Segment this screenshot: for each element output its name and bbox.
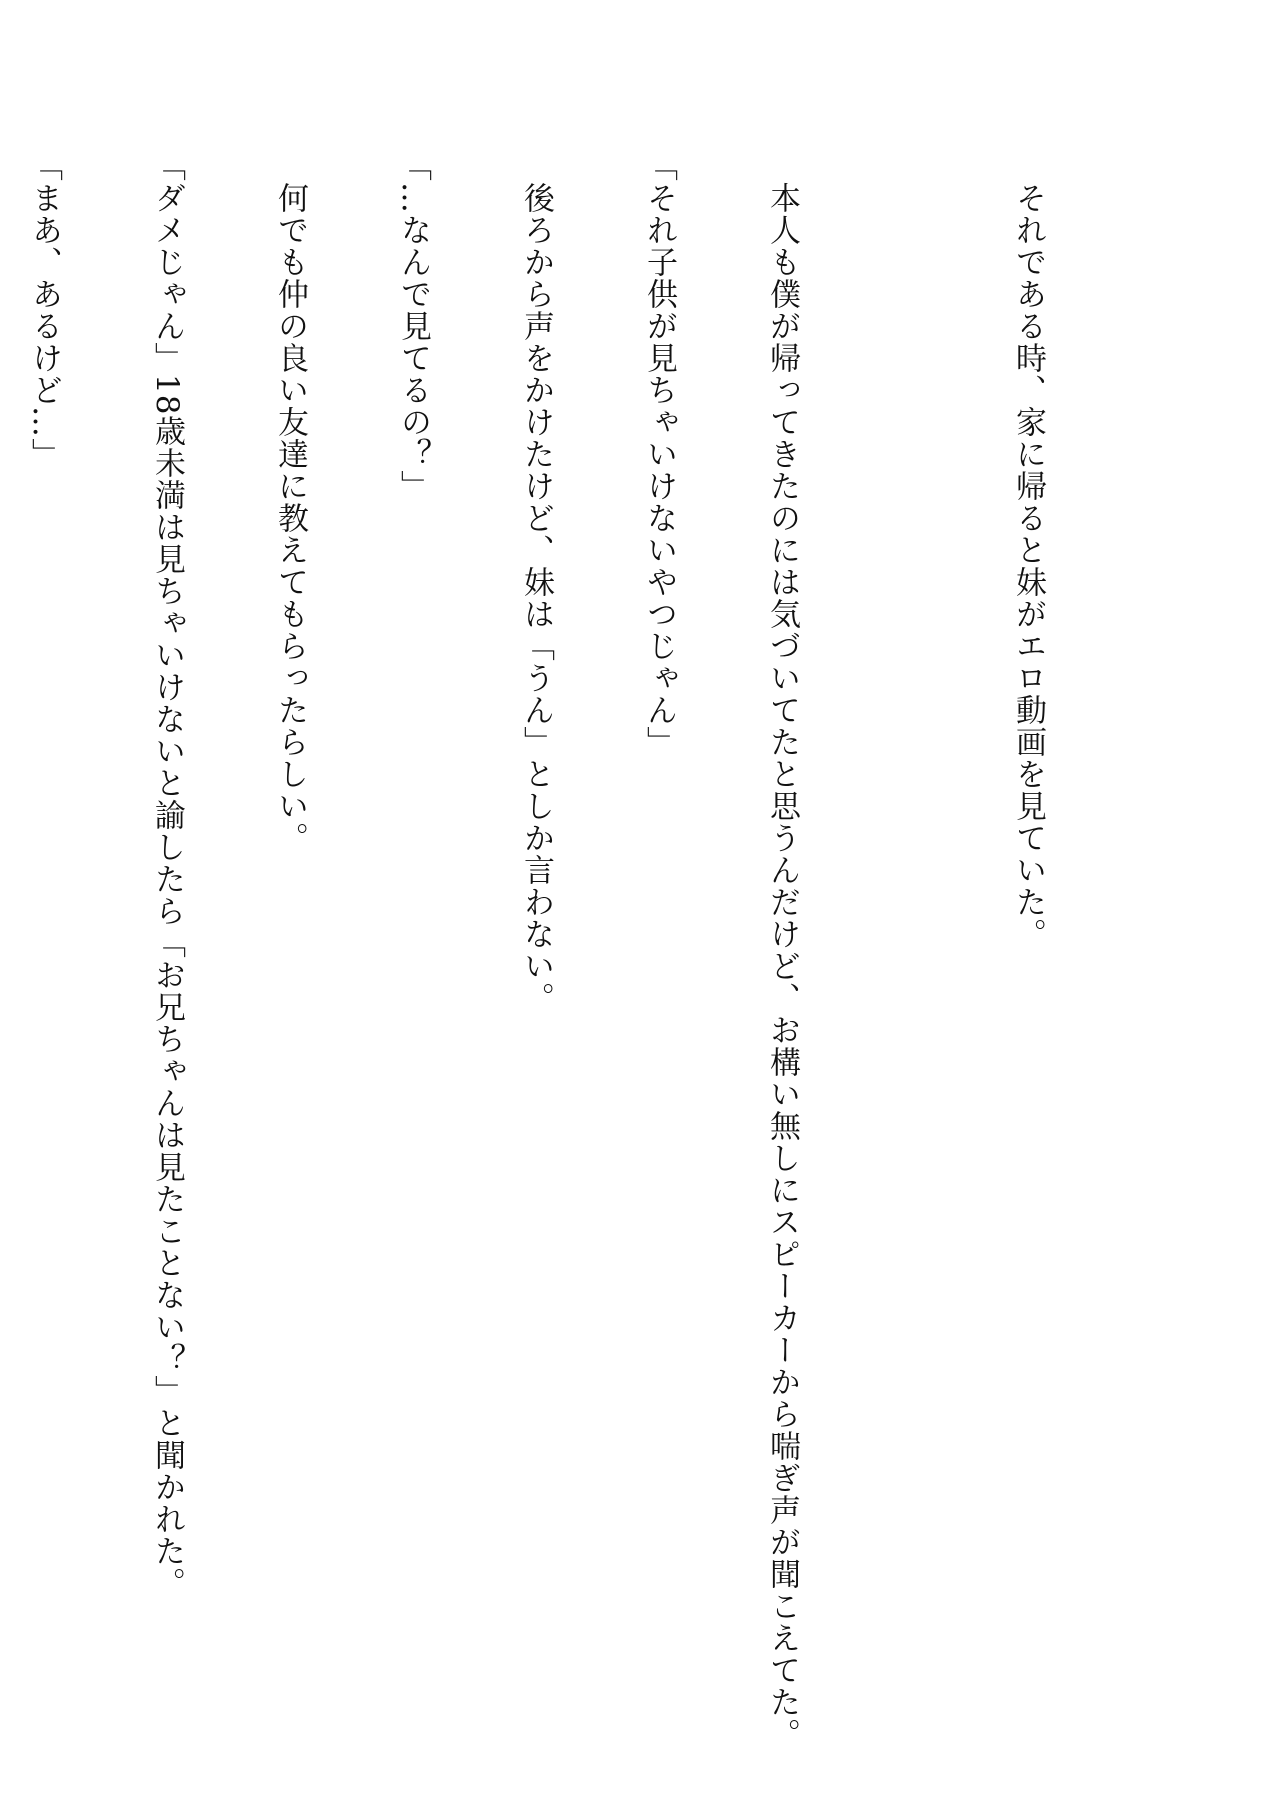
- text-line: それである時、家に帰ると妹がエロ動画を見ていた。: [1010, 150, 1046, 950]
- paragraph-gap: [884, 150, 925, 1710]
- text-line: 「まあ、あるけど…」: [26, 150, 62, 470]
- text-line: 後ろから声をかけたけど、妹は「うん」としか言わない。: [518, 150, 554, 1014]
- text-line: 「…なんで見てるの？」: [395, 150, 431, 502]
- text-line: 何でも仲の良い友達に教えてもらったらしい。: [272, 150, 308, 854]
- text-line: 「ダメじゃん」18歳未満は見ちゃいけないと諭したら「お兄ちゃんは見たことない？」と聞かれた。: [149, 150, 185, 1600]
- text-line: 本人も僕が帰ってきたのには気づいてたと思うんだけど、お構い無しにスピーカーから喘ぎ声が聞こえてた。: [764, 150, 800, 1750]
- text-line: 「それ子供が見ちゃいけないやつじゃん」: [641, 150, 677, 758]
- vertical-text-body: [0, 150, 1130, 1750]
